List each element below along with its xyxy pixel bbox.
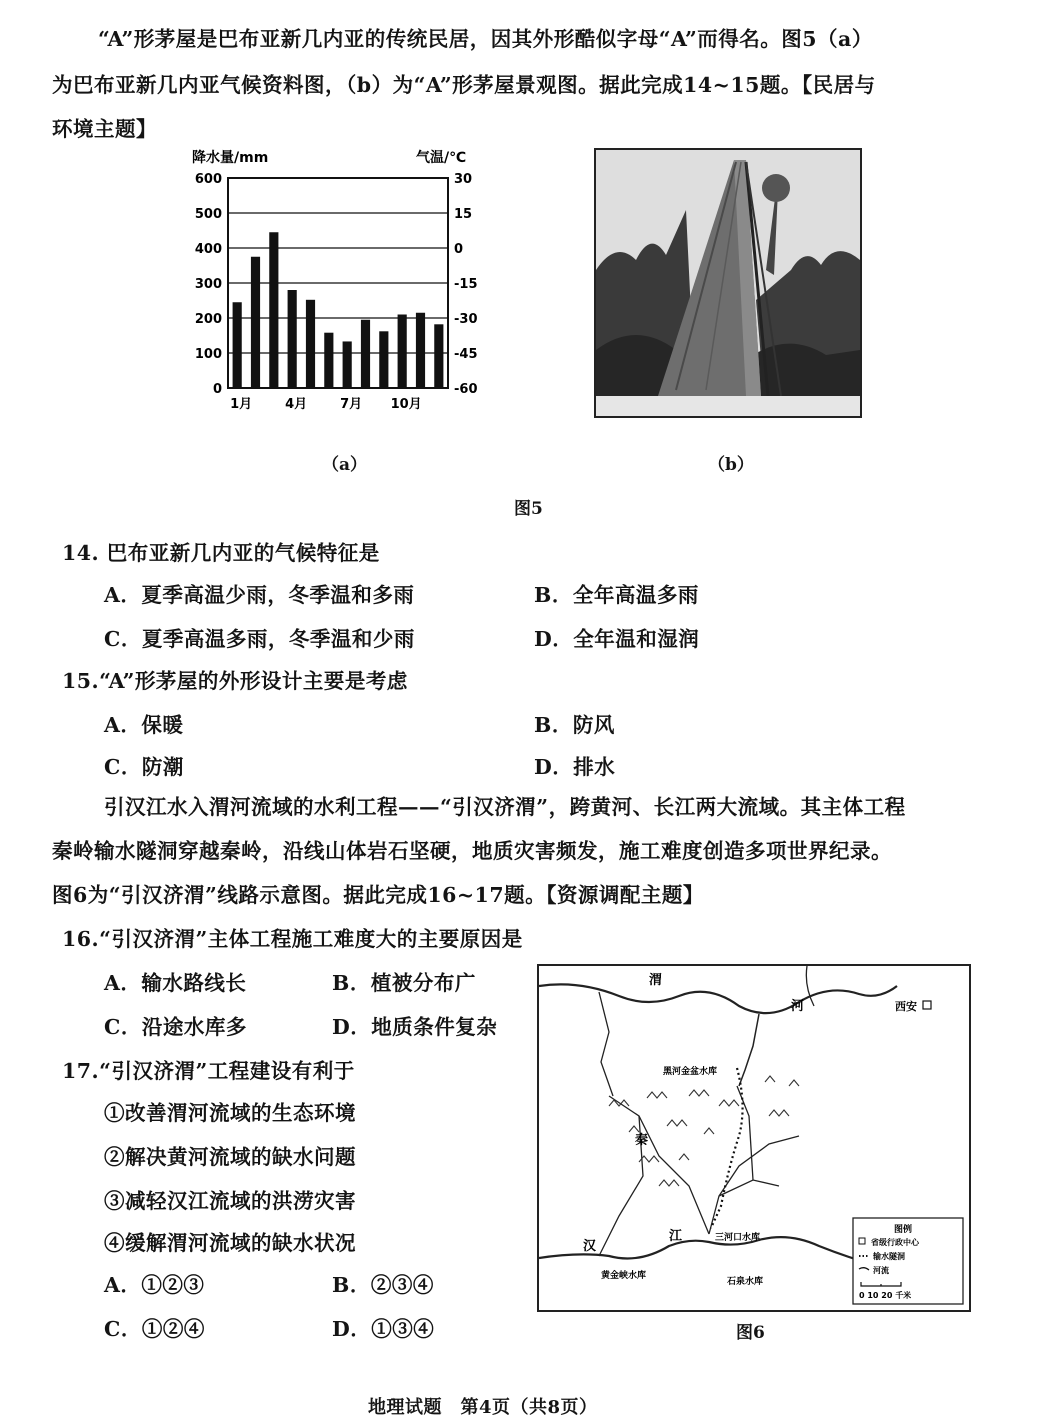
q15-option-a[interactable]: A．保暖 [104,713,184,737]
y-left-tick-label: 100 [194,347,222,362]
chart-grid [228,178,448,388]
y-right-tick-label: -30 [454,312,478,327]
x-tick-label: 1月 [230,397,253,412]
map-label-jiang: 江 [669,1229,683,1244]
precipitation-bar [416,313,425,388]
y-right-tick-label: 0 [454,242,464,257]
map-label-shiquan-reservoir: 石泉水库 [727,1277,764,1287]
water-tunnel [711,1068,743,1228]
q15-option-d[interactable]: D．排水 [534,755,616,779]
x-tick-label: 4月 [285,397,308,412]
xian-capital-icon [923,1001,931,1009]
y-left-tick-label: 500 [194,207,222,222]
legend-scale: 0 10 20 千米 [859,1291,912,1300]
a-frame-hut-photo [594,148,862,418]
q17-option-c[interactable]: C．①②④ [104,1317,205,1341]
q17-stem: 17.“引汉济渭”工程建设有利于 [62,1059,355,1083]
map-label-huangjinxia-reservoir: 黄金峡水库 [601,1271,647,1281]
y-right-axis-label: 气温/℃ [416,150,467,166]
figure-5-caption: 图5 [514,499,543,519]
q17-option-a[interactable]: A．①②③ [104,1273,205,1297]
route-map [537,964,971,1312]
mountain-symbols [609,1076,799,1186]
q14-option-d[interactable]: D．全年温和湿润 [534,627,700,651]
q15-option-b[interactable]: B．防风 [534,713,615,737]
precipitation-bar [306,300,315,388]
y-right-tick-label: 30 [454,172,473,187]
y-left-tick-label: 0 [212,382,222,397]
y-left-tick-label: 200 [194,312,222,327]
intro-line-1: “A”形茅屋是巴布亚新几内亚的传统民居，因其外形酷似字母“A”而得名。图5（a） [98,27,873,51]
y-right-tick-label: -15 [454,277,478,292]
q16-option-a[interactable]: A．输水路线长 [104,971,247,995]
precipitation-bar [233,302,242,388]
precipitation-bar [269,232,278,388]
q14-option-c[interactable]: C．夏季高温多雨，冬季温和少雨 [104,627,415,651]
a-frame-hut-illustration [596,150,860,416]
q17-statement-2: ②解决黄河流域的缺水问题 [104,1145,356,1169]
q14-option-b[interactable]: B．全年高温多雨 [534,583,699,607]
map-label-he: 河 [791,999,805,1014]
passage2-line-3: 图6为“引汉济渭”线路示意图。据此完成16~17题。【资源调配主题】 [52,883,704,907]
q17-statement-3: ③减轻汉江流域的洪涝灾害 [104,1189,356,1213]
figure-6-caption: 图6 [736,1323,765,1343]
legend-tunnel: 输水隧洞 [873,1252,905,1261]
x-tick-label: 10月 [390,397,422,412]
map-label-heihe-reservoir: 黑河金盆水库 [663,1067,718,1077]
wei-river [539,984,897,1013]
q15-stem: 15.“A”形茅屋的外形设计主要是考虑 [62,669,408,693]
precipitation-bar [343,341,352,388]
q15-option-c[interactable]: C．防潮 [104,755,184,779]
precipitation-bar [398,315,407,389]
q16-stem: 16.“引汉济渭”主体工程施工难度大的主要原因是 [62,927,523,951]
map-label-sanhekou-reservoir: 三河口水库 [715,1233,761,1243]
figure-5a-label: （a） [322,455,368,475]
legend-river: 河流 [873,1266,889,1275]
passage2-line-1: 引汉江水入渭河流域的水利工程——“引汉济渭”，跨黄河、长江两大流域。其主体工程 [104,795,906,819]
y-right-tick-label: 15 [454,207,473,222]
map-label-qin: 秦 [635,1133,649,1148]
passage2-line-2: 秦岭输水隧洞穿越秦岭，沿线山体岩石坚硬，地质灾害频发，施工难度创造多项世界纪录。 [52,839,892,863]
route-map-drawing [539,966,969,1310]
y-left-tick-label: 300 [194,277,222,292]
x-tick-label: 7月 [340,397,363,412]
map-label-wei: 渭 [649,973,663,988]
q17-option-d[interactable]: D．①③④ [332,1317,435,1341]
y-left-axis-label: 降水量/mm [192,150,269,166]
precipitation-bar [324,333,333,388]
q17-statement-1: ①改善渭河流域的生态环境 [104,1101,356,1125]
map-legend [853,1218,963,1304]
q16-option-b[interactable]: B．植被分布广 [332,971,476,995]
y-right-tick-label: -45 [454,347,478,362]
y-left-tick-label: 400 [194,242,222,257]
q14-option-a[interactable]: A．夏季高温少雨，冬季温和多雨 [104,583,415,607]
q17-statement-4: ④缓解渭河流域的缺水状况 [104,1231,356,1255]
q16-option-d[interactable]: D．地质条件复杂 [332,1015,498,1039]
map-label-xian: 西安 [895,1000,917,1013]
y-left-tick-label: 600 [194,172,222,187]
precipitation-bar [379,331,388,388]
q16-option-c[interactable]: C．沿途水库多 [104,1015,247,1039]
chart-bars [233,232,444,388]
legend-capital: 省级行政中心 [871,1238,919,1247]
precipitation-bar [361,320,370,388]
y-right-tick-label: -60 [454,382,478,397]
legend-title: 图例 [894,1225,913,1235]
precipitation-bar [434,324,443,388]
q14-stem: 14. 巴布亚新几内亚的气候特征是 [62,541,380,565]
q17-option-b[interactable]: B．②③④ [332,1273,434,1297]
climate-chart [180,140,510,430]
precipitation-bar [251,257,260,388]
intro-line-3: 环境主题】 [52,117,157,141]
intro-line-2: 为巴布亚新几内亚气候资料图，（b）为“A”形茅屋景观图。据此完成14~15题。【民居与 [52,73,876,97]
page-footer: 地理试题 第4页（共8页） [368,1397,598,1418]
map-label-han: 汉 [583,1239,597,1254]
figure-5b-label: （b） [708,455,754,475]
precipitation-bar [288,290,297,388]
